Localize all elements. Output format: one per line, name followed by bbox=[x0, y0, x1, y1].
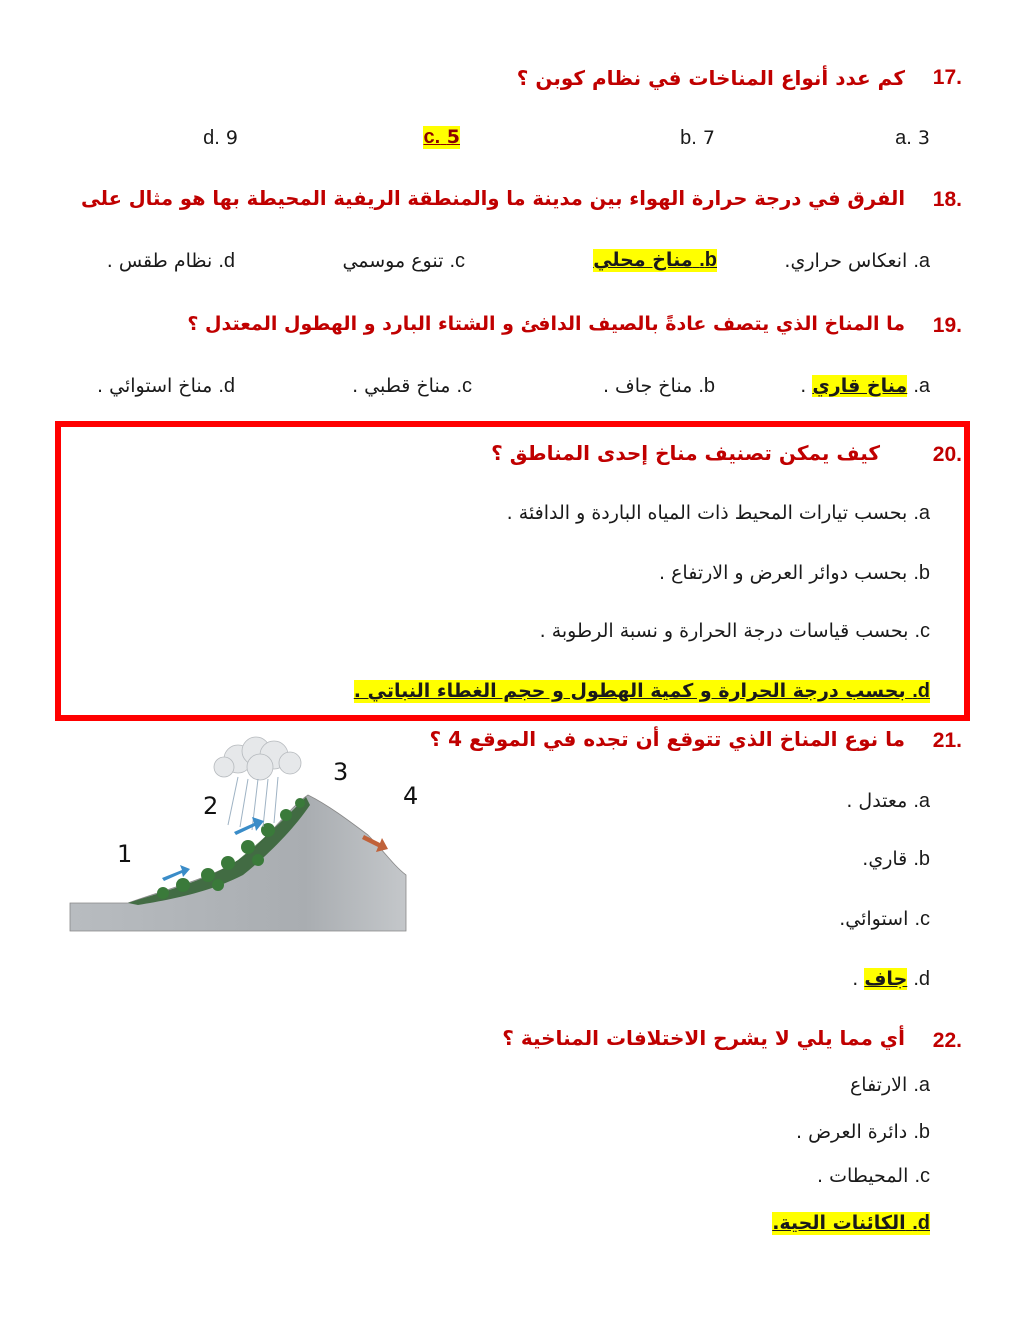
option-text: مناخ قطبي . bbox=[352, 375, 451, 397]
option-letter: c. bbox=[914, 908, 930, 930]
option-letter: d. bbox=[218, 375, 235, 397]
option-letter: a. bbox=[913, 250, 930, 272]
option-letter: b. bbox=[913, 562, 930, 584]
option-text: 5 bbox=[446, 126, 460, 148]
question-18-number: 18. bbox=[932, 188, 962, 211]
q17-option-d[interactable] bbox=[203, 127, 238, 150]
q22-option-d-correct[interactable] bbox=[772, 1212, 930, 1235]
option-text: الارتفاع bbox=[849, 1074, 908, 1096]
option-text: الكائنات الحية. bbox=[772, 1212, 906, 1234]
option-text: معتدل . bbox=[846, 790, 908, 812]
q18-option-b-correct[interactable] bbox=[593, 249, 717, 272]
option-text: 3 bbox=[917, 127, 930, 149]
figure-label-1: 1 bbox=[117, 840, 133, 868]
q17-option-a[interactable] bbox=[895, 127, 930, 150]
option-text: مناخ استوائي . bbox=[97, 375, 213, 397]
q20-option-c[interactable] bbox=[540, 620, 930, 643]
option-letter: a. bbox=[913, 375, 930, 397]
option-letter: d. bbox=[203, 127, 220, 149]
option-text: انعكاس حراري. bbox=[784, 250, 908, 272]
q22-option-a[interactable] bbox=[850, 1074, 930, 1097]
option-text: بحسب دوائر العرض و الارتفاع . bbox=[659, 562, 908, 584]
option-text: مناخ محلي bbox=[593, 249, 693, 271]
option-suffix: . bbox=[800, 375, 813, 397]
q22-option-c[interactable] bbox=[817, 1165, 930, 1188]
q18-option-c[interactable] bbox=[342, 250, 465, 273]
option-text: 9 bbox=[225, 127, 238, 149]
q19-option-c[interactable] bbox=[352, 375, 472, 398]
option-letter: c. bbox=[423, 126, 441, 148]
question-22-text: أي مما يلي لا يشرح الاختلافات المناخية ؟ bbox=[502, 1026, 905, 1050]
q21-option-a[interactable] bbox=[846, 790, 930, 813]
option-text: قاري. bbox=[862, 848, 908, 870]
option-letter: b. bbox=[699, 249, 717, 271]
option-suffix: . bbox=[852, 968, 865, 990]
option-letter: a. bbox=[913, 1074, 930, 1096]
q19-option-b[interactable] bbox=[603, 375, 715, 398]
option-letter: c. bbox=[914, 1165, 930, 1187]
q20-option-a[interactable] bbox=[507, 502, 930, 525]
question-17-number: 17. bbox=[932, 66, 962, 89]
question-20-number: 20. bbox=[932, 443, 962, 466]
question-19-text: ما المناخ الذي يتصف عادةً بالصيف الدافئ و الشتاء البارد و الهطول المعتدل ؟ bbox=[187, 313, 905, 335]
option-letter: b. bbox=[680, 127, 697, 149]
option-letter: b. bbox=[913, 1121, 930, 1143]
option-text: بحسب درجة الحرارة و كمية الهطول و حجم الغطاء النباتي . bbox=[353, 680, 906, 702]
option-text: نظام طقس . bbox=[106, 250, 213, 272]
option-text: جاف bbox=[864, 968, 908, 990]
question-21-number: 21. bbox=[932, 729, 962, 752]
option-letter: d. bbox=[913, 968, 930, 990]
q18-option-d[interactable] bbox=[107, 250, 235, 273]
figure-label-3: 3 bbox=[333, 758, 349, 786]
option-text: 7 bbox=[702, 127, 715, 149]
option-letter: d. bbox=[218, 250, 235, 272]
q21-option-d-correct[interactable] bbox=[852, 968, 930, 991]
option-letter: c. bbox=[449, 250, 465, 272]
option-text: مناخ جاف . bbox=[602, 375, 693, 397]
mountain-rain-shadow-figure bbox=[68, 735, 408, 935]
option-text: بحسب تيارات المحيط ذات المياه الباردة و الدافئة . bbox=[506, 502, 908, 524]
question-21-text: ما نوع المناخ الذي تتوقع أن تجده في الموقع 4 ؟ bbox=[429, 727, 905, 751]
option-letter: d. bbox=[912, 1212, 930, 1234]
q19-option-a-correct[interactable] bbox=[800, 375, 930, 398]
option-text: تنوع موسمي bbox=[342, 250, 444, 272]
rain-lines bbox=[228, 777, 278, 830]
option-text: مناخ قاري bbox=[812, 375, 908, 397]
question-22-number: 22. bbox=[932, 1029, 962, 1052]
option-letter: c. bbox=[456, 375, 472, 397]
figure-label-2: 2 bbox=[203, 792, 219, 820]
q21-option-b[interactable] bbox=[862, 848, 930, 871]
option-letter: a. bbox=[913, 790, 930, 812]
option-letter: d. bbox=[912, 680, 930, 702]
option-text: بحسب قياسات درجة الحرارة و نسبة الرطوبة . bbox=[539, 620, 909, 642]
q20-option-b[interactable] bbox=[659, 562, 930, 585]
option-text: المحيطات . bbox=[816, 1165, 909, 1187]
wind-arrow-2 bbox=[234, 817, 264, 835]
q17-option-c-correct[interactable] bbox=[423, 126, 460, 149]
option-letter: c. bbox=[914, 620, 930, 642]
option-text: دائرة العرض . bbox=[795, 1121, 908, 1143]
q17-option-b[interactable] bbox=[680, 127, 715, 150]
option-letter: a. bbox=[913, 502, 930, 524]
figure-label-4: 4 bbox=[403, 782, 419, 810]
option-letter: b. bbox=[698, 375, 715, 397]
cloud-shape bbox=[214, 737, 301, 780]
question-18-text: الفرق في درجة حرارة الهواء بين مدينة ما والمنطقة الريفية المحيطة بها هو مثال على bbox=[80, 187, 905, 210]
q21-option-c[interactable] bbox=[839, 908, 930, 931]
question-20-text: كيف يمكن تصنيف مناخ إحدى المناطق ؟ bbox=[491, 441, 880, 465]
option-letter: a. bbox=[895, 127, 912, 149]
option-letter: b. bbox=[913, 848, 930, 870]
option-text: استوائي. bbox=[839, 908, 909, 930]
q22-option-b[interactable] bbox=[796, 1121, 930, 1144]
q20-option-d-correct[interactable] bbox=[354, 680, 930, 703]
q18-option-a[interactable] bbox=[784, 250, 930, 273]
question-19-number: 19. bbox=[932, 314, 962, 337]
q19-option-d[interactable] bbox=[97, 375, 235, 398]
question-17-text: كم عدد أنواع المناخات في نظام كوبن ؟ bbox=[516, 66, 905, 90]
